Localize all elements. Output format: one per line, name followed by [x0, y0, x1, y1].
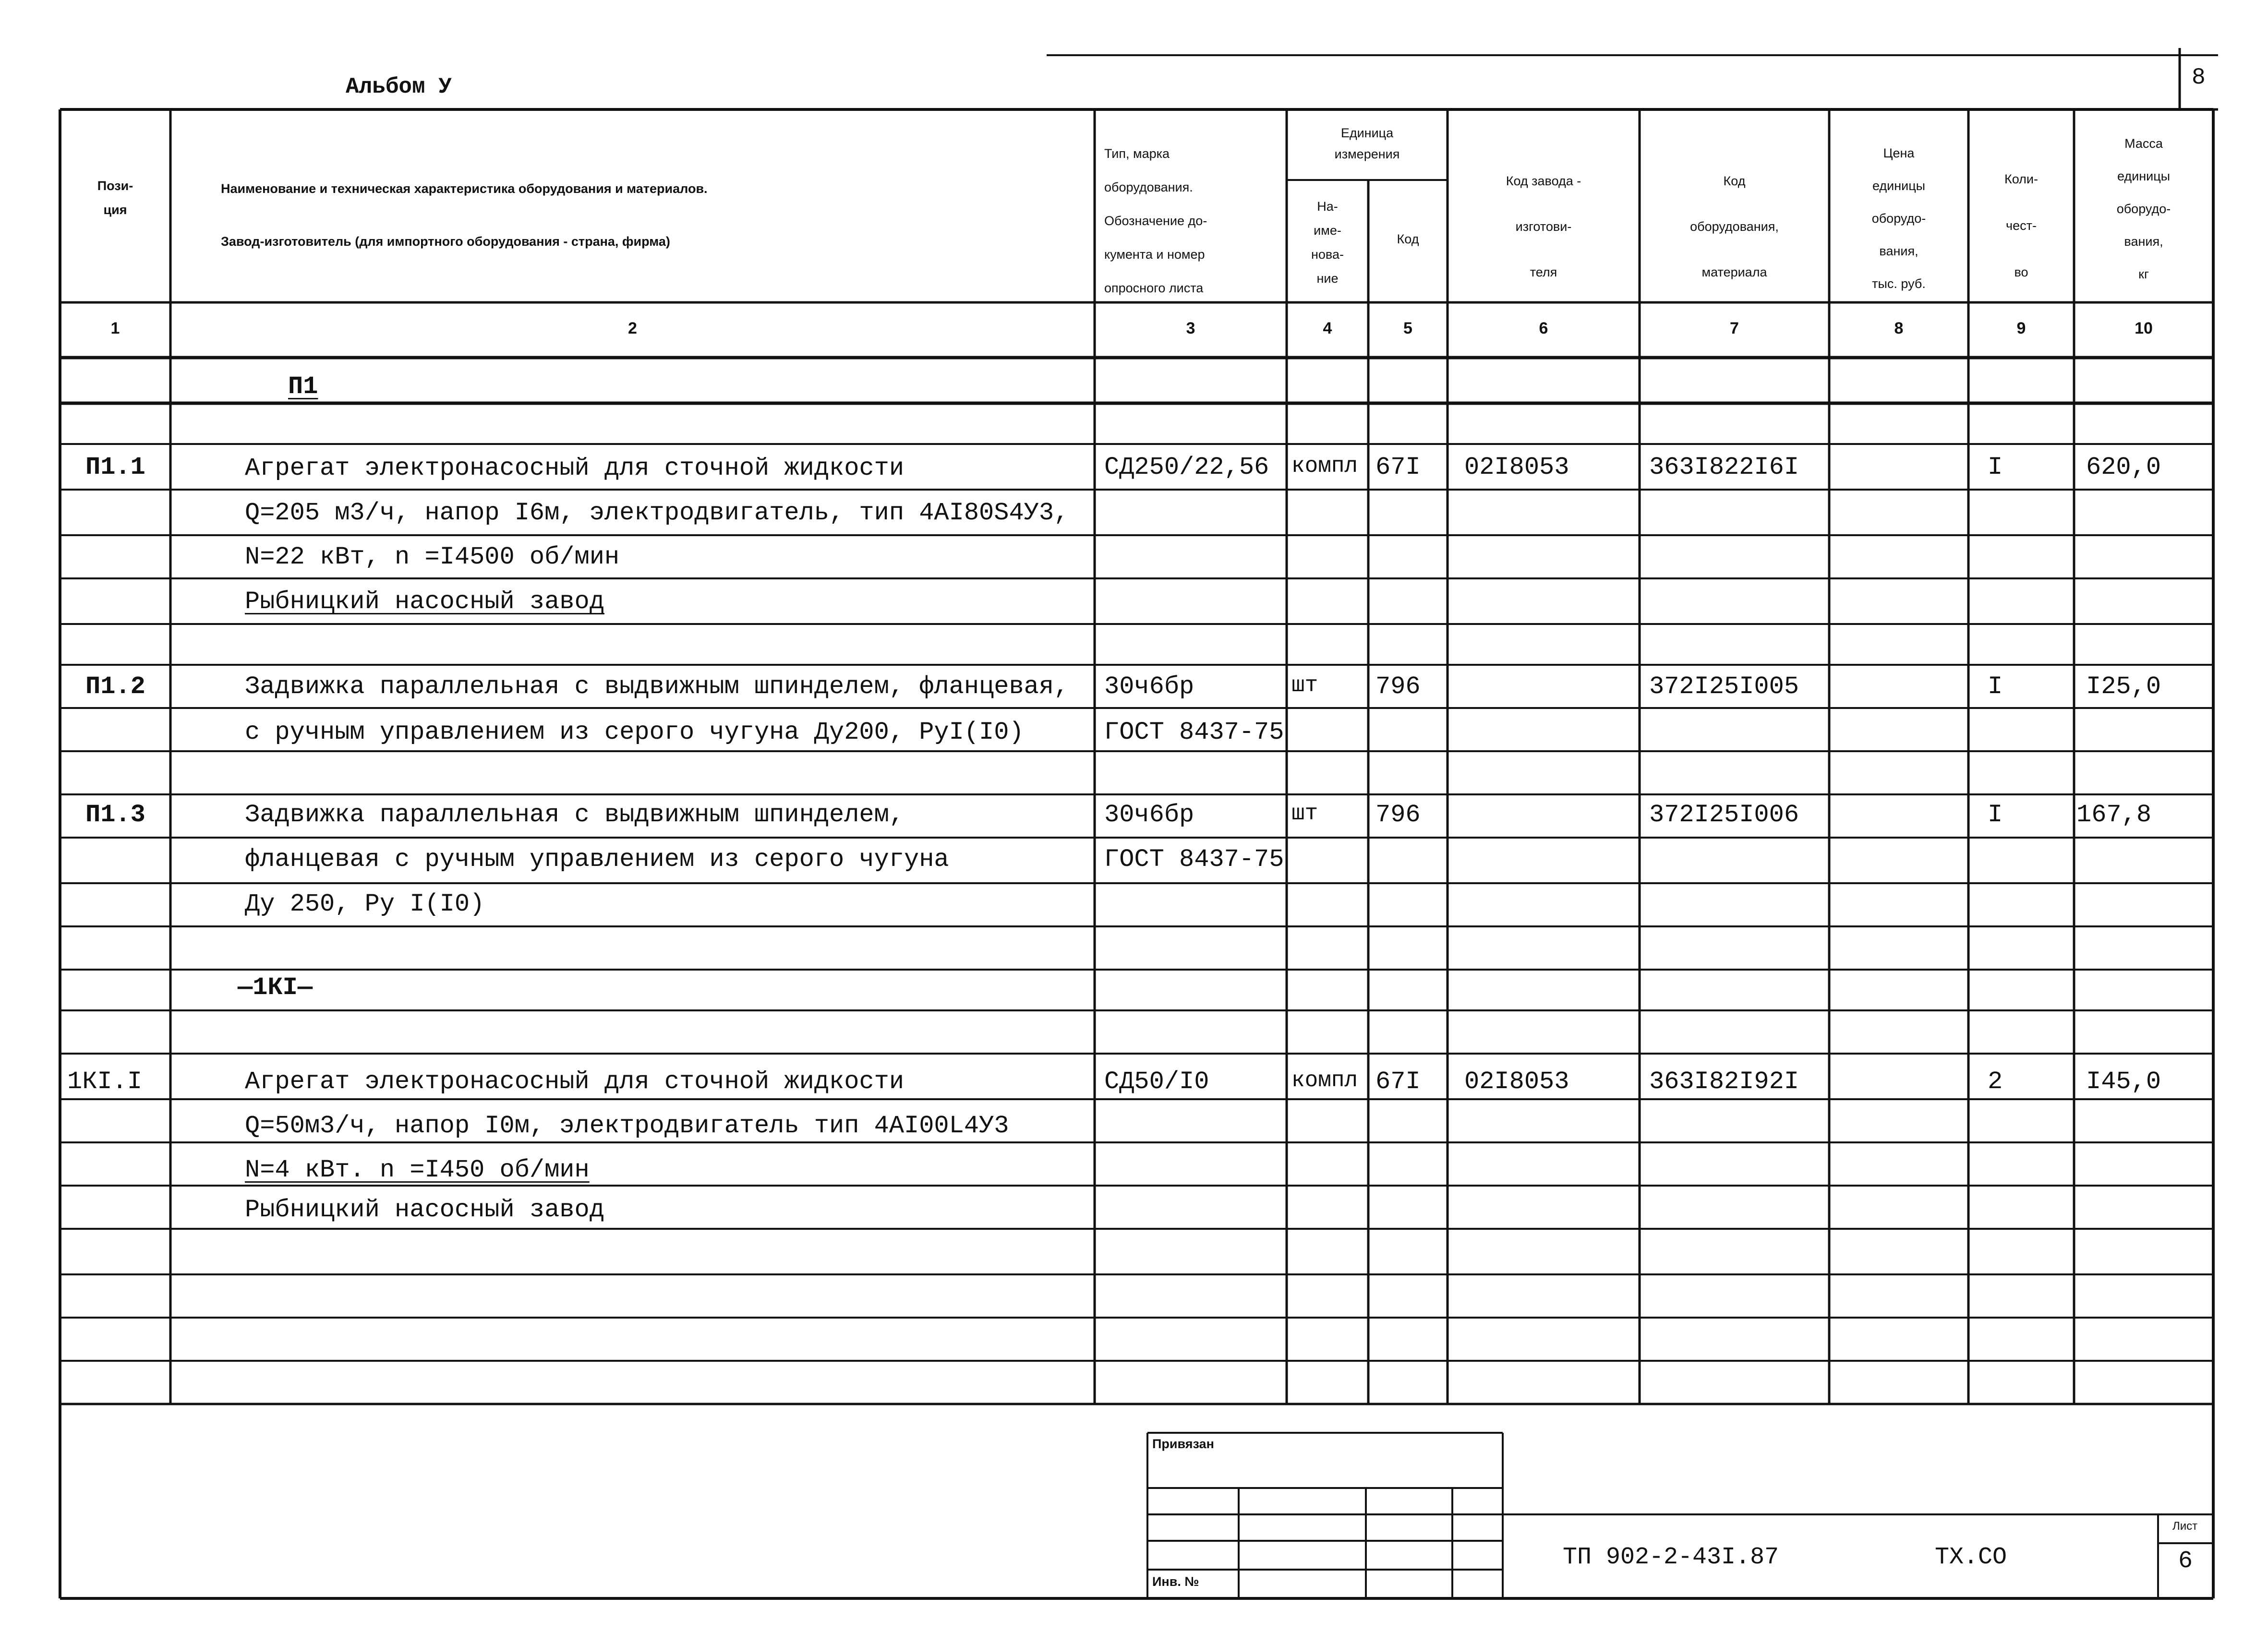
col-number: 1 [110, 319, 120, 337]
item-quantity: I [1988, 801, 2003, 829]
col-number: 2 [628, 319, 637, 337]
col-number: 6 [1539, 319, 1548, 337]
item-mass: 620,0 [2086, 453, 2161, 481]
item-quantity: 2 [1988, 1068, 2003, 1096]
item-factory-code: 02I8053 [1464, 453, 1569, 481]
item-position: 1КI.I [67, 1068, 143, 1096]
col-number: 5 [1403, 319, 1412, 337]
section-heading: П1 [288, 372, 318, 401]
item-unit-code: 67I [1375, 453, 1421, 481]
item-equipment-code: 363I822I6I [1649, 453, 1799, 481]
item-equipment-code: 372I25I005 [1649, 672, 1799, 701]
col-number: 4 [1323, 319, 1332, 337]
header-mass: Масса единицы оборудо- вания, кг [2116, 136, 2171, 281]
item-quantity: I [1988, 453, 2003, 481]
item-equipment-code: 363I82I92I [1649, 1068, 1799, 1096]
header-equipment-code: Код оборудования, материала [1690, 174, 1779, 279]
item-unit-code: 796 [1375, 801, 1421, 829]
header-type: Тип, марка оборудования. Обозначение до- кумента и номер опросного листа [1104, 146, 1207, 295]
item-type: ГОСТ 8437-75 [1104, 718, 1284, 746]
item-unit-code: 67I [1375, 1068, 1421, 1096]
item-position: П1.3 [85, 801, 145, 829]
section-heading: —1КI— [238, 973, 313, 1002]
item-unit: шт [1291, 801, 1318, 826]
item-description-line: Рыбницкий насосный завод [245, 588, 604, 616]
item-description-line: Q=50м3/ч, напор I0м, электродвигатель тип 4АI00L4У3 [245, 1112, 1009, 1140]
col-number: 8 [1894, 319, 1904, 337]
item-description-line: N=4 кВт. n =I450 об/мин [245, 1156, 590, 1184]
item-description-line: Ду 250, Ру I(I0) [245, 890, 485, 918]
item-unit-code: 796 [1375, 672, 1421, 701]
col-number: 9 [2016, 319, 2026, 337]
album-title: Альбом У [346, 74, 452, 99]
item-mass: I25,0 [2086, 672, 2161, 701]
item-type: СД50/I0 [1104, 1068, 1209, 1096]
item-description-line: Агрегат электронасосный для сточной жидкости [245, 1068, 905, 1096]
header-unit-code: Код [1397, 232, 1419, 246]
col-number: 10 [2135, 319, 2153, 337]
item-description-line: Агрегат электронасосный для сточной жидкости [245, 454, 905, 482]
header-factory-code: Код завода - изготови- теля [1506, 174, 1581, 279]
item-mass: 167,8 [2076, 801, 2152, 829]
stamp-inventory-label: Инв. № [1152, 1574, 1199, 1589]
item-description-line: Рыбницкий насосный завод [245, 1196, 604, 1224]
header-position: Пози- ция [97, 179, 133, 217]
sheet-label: Лист [2172, 1520, 2198, 1533]
item-type: 30ч6бр [1104, 672, 1194, 701]
item-description-line: Задвижка параллельная с выдвижным шпинделем, [245, 801, 905, 829]
header-name: Наименование и техническая характеристика оборудования и материалов. Завод-изготовитель (для импортного оборудования - страна, фирма) [221, 181, 708, 249]
item-description-line: Q=205 м3/ч, напор I6м, электродвигатель, тип 4АI80S4У3, [245, 499, 1069, 527]
header-price: Цена единицы оборудо- вания, тыс. руб. [1871, 146, 1926, 291]
item-quantity: I [1988, 672, 2003, 701]
sheet-number: 6 [2178, 1548, 2193, 1575]
item-type: ГОСТ 8437-75 [1104, 845, 1284, 874]
item-description-line: N=22 кВт, n =I4500 об/мин [245, 543, 620, 571]
item-position: П1.1 [85, 453, 145, 481]
item-description-line: с ручным управлением из серого чугуна Ду200, РуI(I0) [245, 718, 1024, 746]
stamp-tied-label: Привязан [1152, 1437, 1214, 1451]
item-description-line: Задвижка параллельная с выдвижным шпинделем, фланцевая, [245, 672, 1069, 701]
item-description-line: фланцевая с ручным управлением из серого чугуна [245, 845, 949, 874]
item-unit: компл [1291, 454, 1358, 479]
document-mark: ТХ.СО [1935, 1544, 2007, 1571]
header-unit-name: На- име- нова- ние [1311, 199, 1344, 286]
header-quantity: Коли- чест- во [2004, 172, 2038, 279]
item-unit: шт [1291, 673, 1318, 698]
item-mass: I45,0 [2086, 1068, 2161, 1096]
document-code: ТП 902-2-43I.87 [1563, 1544, 1779, 1571]
item-position: П1.2 [85, 672, 145, 701]
item-type: 30ч6бр [1104, 801, 1194, 829]
header-unit: Единица измерения [1334, 126, 1400, 161]
col-number: 7 [1730, 319, 1739, 337]
item-factory-code: 02I8053 [1464, 1068, 1569, 1096]
sheet-number-top: 8 [2192, 65, 2206, 91]
item-equipment-code: 372I25I006 [1649, 801, 1799, 829]
item-unit: компл [1291, 1068, 1358, 1093]
item-type: СД250/22,56 [1104, 453, 1269, 481]
col-number: 3 [1186, 319, 1195, 337]
